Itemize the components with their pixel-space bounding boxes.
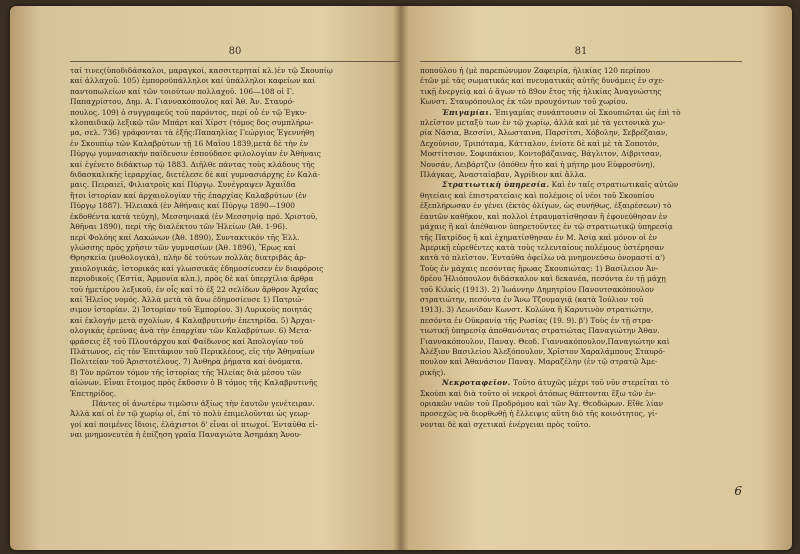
text-line: προσεχῶς νὰ διορθωθῇ ἡ ἔλλειψις αὕτη διὸ τῆς κοινότητος, γί- bbox=[420, 409, 658, 419]
text-line: αἰώνων. Εἶναι ἔτοιμος πρὸς ἔκδοσιν ὁ Β τόμος τῆς Καλαβρυτινῆς bbox=[70, 378, 318, 388]
text-line: στρατιώτην, πεσόντα ἐν Ἄνω Τζουμαγιᾷ (κατὰ Ἰούλιον τοῦ bbox=[420, 294, 644, 304]
text-line: Τοὺς ἐν μάχαις πεσόντας ἥρωας Σκουπιώτας: 1) Βασίλειον Ἀν- bbox=[420, 263, 659, 273]
text-line: Σκούπι καὶ διὰ τοῦτο οἱ νεκροὶ ἀτόπως θάπτονται ἔξω τῶν ἐν- bbox=[420, 388, 656, 398]
left-page-text bbox=[70, 66, 400, 441]
text-line: Κωνστ. Σταυρόπουλος ἐκ τῶν προυχόντων τοῦ χωρίου. bbox=[420, 97, 628, 107]
text-line: περί Φολόης καί Λακώνων (Ἀθ. 1890), Συντακτικόν τῆς Ἑλλ. bbox=[70, 232, 300, 242]
text-line: ναι μνημονευτέα ἡ ἐπίζηση γραῖα Παναγιώτα Ἀσημάκη Ἀνου- bbox=[70, 430, 302, 440]
text-line: καί ἀλλαχοῦ. 105) ἐμποροϋπάλληλοι καί ὑπάλληλοι καφείων καί bbox=[70, 76, 316, 86]
text-line: Πύργῳ 1887). Ἠλειακά (ἐν Ἀθήναις καί Πύργῳ 1890—1900 bbox=[70, 201, 295, 211]
text-line: χαιολογικάς, ἱστορικάς καί γλωσσικάς ἐδημοσίευσεν ἐν διαφόροις bbox=[70, 263, 324, 273]
text-line: ρικῆς). bbox=[420, 367, 446, 377]
text-line: οριακῶν ναῶν τοῦ Προδρόμου καὶ τῶν Ἁγ. Θεοδώρων. Εἴθε λίαν bbox=[420, 399, 664, 408]
text-line: ολογικάς ἐρεύνας ἀνὰ τὴν ἐπαρχίαν τῶν Καλαβρύτων. 6) Μετα- bbox=[70, 326, 312, 336]
section-line bbox=[420, 108, 742, 118]
text-line: διδασκαλικῆς ἱεραρχίας, διετέλεσε δὲ καί γυμνασιάρχης ἐν Καλά- bbox=[70, 170, 320, 180]
text-line: ἑαυτῶν καθῆκον, καὶ πολλοὶ ἐτραυματίσθησαν ἢ ἐφονεύθησαν ἐν bbox=[420, 211, 668, 221]
text-line: Θρησκεία (μυθολογικά), πλὴν δὲ τούτων πολλὰς διατριβὰς ἀρ- bbox=[70, 253, 307, 263]
text-line: Νουσάν, Λειβάρτζιν (ὁπόθεν ἦτο καί ἡ μήτηρ μου Εὐφροσύνη), bbox=[420, 159, 655, 169]
text-line: τοῦ ἡμετέρου λεξικοῦ, ἐν οἷς καί τὸ ἐξ 22 σελίδων ἄρθρον Ἀχαΐας bbox=[70, 284, 319, 294]
text-line: ταί τινες(ὑποδιδάσκαλοι, μαραγκοί, κασσιτερηταί κλ.)ἐν τῷ Σκουπίῳ bbox=[70, 66, 333, 75]
text-line: πουλον καὶ Ἀθανάσιον Παναγ. Μαραζέλην (ἐν τῷ στρατῷ Ἀμε- bbox=[420, 357, 658, 367]
open-book bbox=[10, 6, 792, 550]
text-line: γλώσσης πρὸς χρῆσιν τῶν γυμνασίων (Ἀθ. 1896), Ἔρως καί bbox=[70, 242, 296, 252]
right-page-text bbox=[420, 66, 742, 430]
text-line: ἐξεπλήρωσαν ἐν γένει (ἐκτὸς ὀλίγων, ὡς συνήθως, ἐξαιρέσεων) τὸ bbox=[420, 201, 672, 211]
text-line: μα, σελ. 736) γράφονται τὰ ἑξῆς:Παπαηλίας Γεώργιος Ἐγεννήθη bbox=[70, 128, 315, 138]
header-rule bbox=[420, 61, 742, 62]
text-line: Πλάτωνος, εἰς τὸν Ἐπιτάφιον τοῦ Περικλέους, εἰς τὴν Ἀθηναίων bbox=[70, 346, 315, 356]
text-line: σιμον ἱστορίαν. 2) Ἱστορίαν τοῦ Ἐμπορίου. 3) Λυρικοὺς ποιητάς bbox=[70, 305, 312, 315]
text-line: πεσόντα ἐν Οὐκρανίᾳ τῆς Ρωσίας (19. 9). β') Τοὺς ἐν τῇ στρα- bbox=[420, 315, 654, 325]
text-line: Πύργῳ γυμνασιακήν παίδευσιν ἐσπούδασε φιλολογίαν ἐν Ἀθήναις bbox=[70, 149, 321, 159]
text-line: 1913). 3) Λεωνίδαν Κωνστ. Κολώνα ἢ Καρυτινὸν στρατιώτην, bbox=[420, 305, 654, 315]
text-line: κατὰ τὸ πλεῖστον. Ἐνταῦθα ὀφείλω νὰ μνημονεύσω ὀνομαστί α') bbox=[420, 253, 666, 263]
section-heading: Ἐπιγαμίαι. bbox=[442, 107, 493, 117]
text-line: περιοδικοῖς (Ἑστία, Ἁρμονία κλπ.), πρὸς δὲ καί ὑπερχίλια ἄρθρα bbox=[70, 274, 314, 284]
text-line: γοί καί ποιμένες ἴδιοις, ἐλάχιστοι δ' εἶναι οἱ πτωχοί. Ἐνταῦθα εἰ- bbox=[70, 419, 318, 429]
text-line: 8) Τὸν πρῶτον τόμον τῆς ἱστορίας τῆς Ἠλείας διὰ μέσου τῶν bbox=[70, 367, 302, 377]
text-line: πλεῖστον μεταξὺ των ἐν τῷ χωρίῳ, ἀλλὰ καὶ μὲ τὰ γειτονικὰ χω- bbox=[420, 118, 666, 128]
text-line: Δεχούνιον, Τριπόταμα, Κάτταλον, ἐνίοτε δὲ καὶ μὲ τὰ Σοποτόν, bbox=[420, 138, 660, 148]
text-line: δρέου Ἠλιόπουλον διδάσκαλον καὶ δεκανέα, πεσόντα ἐν τῇ μάχῃ bbox=[420, 274, 666, 284]
text-line: Ἀλλὰ καί οἱ ἐν τῷ χωρίῳ οἰ, ἐπί τὸ πολὺ ἐπιμελοῦνται ὡς γεωρ- bbox=[70, 409, 311, 419]
text-line: Μοστίτσιον, Σοφιπάκιον, Κοντοβάζαινας, Βάγλιτον, Δίβριτσαν, bbox=[420, 149, 662, 159]
text-line: θητείαις καὶ ἐπιστρατείαις καὶ πολέμοις οἱ νέοι τοῦ Σκουπίου bbox=[420, 190, 655, 200]
text-line: Ἐπιγαμίας συνάπτουσιν οἱ Σκουπιῶται ὡς ἐπὶ τὸ bbox=[492, 107, 681, 117]
text-line: Γιαννακόπουλον, Παναγ. Θεοδ. Γιαννακόπουλον,Παναγιώτην καὶ bbox=[420, 336, 670, 346]
text-line: παντοπωλείων καί τῶν τοιούτων πολλαχοῦ. 106—108 οἱ Γ. bbox=[70, 86, 295, 96]
text-line: ἐν Σκουπίῳ τῶν Καλαβρύτων τῇ 16 Μαΐου 1839,μετὰ δὲ τὴν ἐν bbox=[70, 138, 309, 148]
text-line: κλοπαιδικῷ λεξικῷ τῶν Μπάρτ καί Χίρστ (τόμος δος συμπλήρω- bbox=[70, 118, 314, 128]
text-line: Τοῦτο ἀτυχῶς μέχρι τοῦ νῦν στερεῖται τὸ bbox=[510, 378, 670, 388]
text-line: Καὶ ἐν ταῖς στρατιωτικαῖς αὐτῶν bbox=[549, 180, 679, 190]
right-page bbox=[420, 6, 742, 550]
text-line: ρία Νάσια, Βεσσίνι, Ἀλωσταινα, Παρσίτσι, Χόβολην, Σεβρέζαιαν, bbox=[420, 128, 668, 138]
text-line: ποπούλου ἡ (μὲ παρεπώνυμον Ζαφειρία, ἡλικίας 120 περίπου bbox=[420, 66, 650, 75]
text-line: καί ἐκλογήν μετὰ σχολίων, 4 Καλαβρυτινήν ἐπετηρίδα. 5) Ἀρχαι- bbox=[70, 315, 316, 325]
text-line: τῆς Πατρίδος ἢ καὶ ἐχηματίσθησαν ἐν Μ. Ἀσίᾳ καὶ μόνον οἱ ἐν bbox=[420, 232, 657, 242]
text-line: Ἀμερικῇ εὑρεθέντες κατὰ τοὺς τελευταίους πολέμους ὑστέρησαν bbox=[420, 242, 664, 252]
signature-mark: 6 bbox=[734, 484, 742, 498]
section-heading: Στρατιωτικὴ ὑπηρεσία. bbox=[442, 180, 550, 190]
left-page bbox=[70, 6, 400, 550]
text-line: Ἐπετηρίδος. bbox=[70, 388, 117, 398]
text-line: Πάντες οἱ ἀνωτέρω τιμῶσιν ἀξίως τὴν ἑαυτῶν γενέτειραν. bbox=[92, 399, 315, 408]
text-line: φράσεις ἐξ τοῦ Πλουτάρχου καί Φαίδωνος καί Ἀπολογίαν τοῦ bbox=[70, 336, 304, 346]
text-line: τικῇ ἐνεργείᾳ καί ὁ ἄγων τὸ 89ον ἔτος τῆς ἡλικίας Ἀναγνώστης bbox=[420, 86, 662, 96]
page-number: 80 bbox=[228, 46, 242, 57]
text-line: μαις. Πειραιεῖ, Φιλιατροῖς καί Πύργῳ. Συνέγραψεν Ἀχαιΐδα bbox=[70, 180, 296, 190]
text-line: Παπαχρίστου, Δημ. Α. Γιαννακόπουλος καί Ἀθ. Ἀν. Σταυρό- bbox=[70, 97, 295, 107]
section-line bbox=[420, 378, 742, 388]
text-line: καί Ἠλεῖος νομός. Ἀλλὰ μετὰ τὰ ἄνω ἐδημοσίευσε 1) Πατριώ- bbox=[70, 294, 304, 304]
text-line: Ἀθῆναι 1890), περί τῆς διαλέκτου τῶν Ἠλείων (Ἀθ. 1-96). bbox=[70, 222, 288, 232]
text-line: ἐκδοθέντα κατὰ τεύχη), Μεσσηνιακά (ἐν Μεσσηνίᾳ πρό. Χριστοῦ, bbox=[70, 211, 318, 221]
header-rule bbox=[70, 61, 400, 62]
section-line bbox=[420, 180, 742, 190]
text-line: νονται δὲ καὶ σχετικαὶ ἐνέργειαι πρὸς τοῦτο. bbox=[420, 419, 591, 429]
text-line: τοῦ Κιλκίς (1913). 2) Ἰωάννην Δημητρίου Πανουτσακόπουλον bbox=[420, 284, 654, 294]
text-line: καί ἐγένετο διδάκτωρ τῷ 1883. Διῆλθε πάντας τοὺς κλάδους τῆς bbox=[70, 159, 315, 169]
text-line: Πολιτείαν τοῦ Ἀριστοτέλους. 7) Ἀνθηρὰ ῥήματα καί ὀνόματα. bbox=[70, 357, 303, 367]
text-line: Ἀλέξιον Βασιλείου Ἀλεξόπουλον, Χρῖστον Χαραλάμπους Σταυρό- bbox=[420, 346, 666, 356]
text-line: μάχαις ἢ καὶ ἀπέθανον ὑπηρετοῦντες ἐν τῷ στρατιωτικῷ ὑπηρεσίᾳ bbox=[420, 222, 673, 232]
text-line: πουλος. 109) ὁ συγγραφεύς τοῦ παρόντος, περί οὗ ἐν τῷ Ἐγκυ- bbox=[70, 107, 307, 117]
section-heading: Νεκροταφεῖον. bbox=[442, 378, 511, 388]
text-line: ἐτῶν μὲ τὰς σωματικάς καί πνευματικάς αὐτῆς δυνάμεις ἐν σχε- bbox=[420, 76, 665, 86]
page-number: 81 bbox=[574, 46, 588, 57]
text-line: τιωτικῇ ὑπηρεσίᾳ ἀποθανόντας στρατιώτας Παναγιώτην Ἀθαν. bbox=[420, 326, 660, 336]
text-line: ἤτοι ἱστορίαν καί ἀρχαιολογίαν τῆς ἐπαρχίας Καλαβρύτων (ἐν bbox=[70, 190, 307, 200]
text-line: Πλάγκας, Ἀνασταίαβαν, Ἀγρίδιον καί ἄλλα. bbox=[420, 170, 587, 180]
